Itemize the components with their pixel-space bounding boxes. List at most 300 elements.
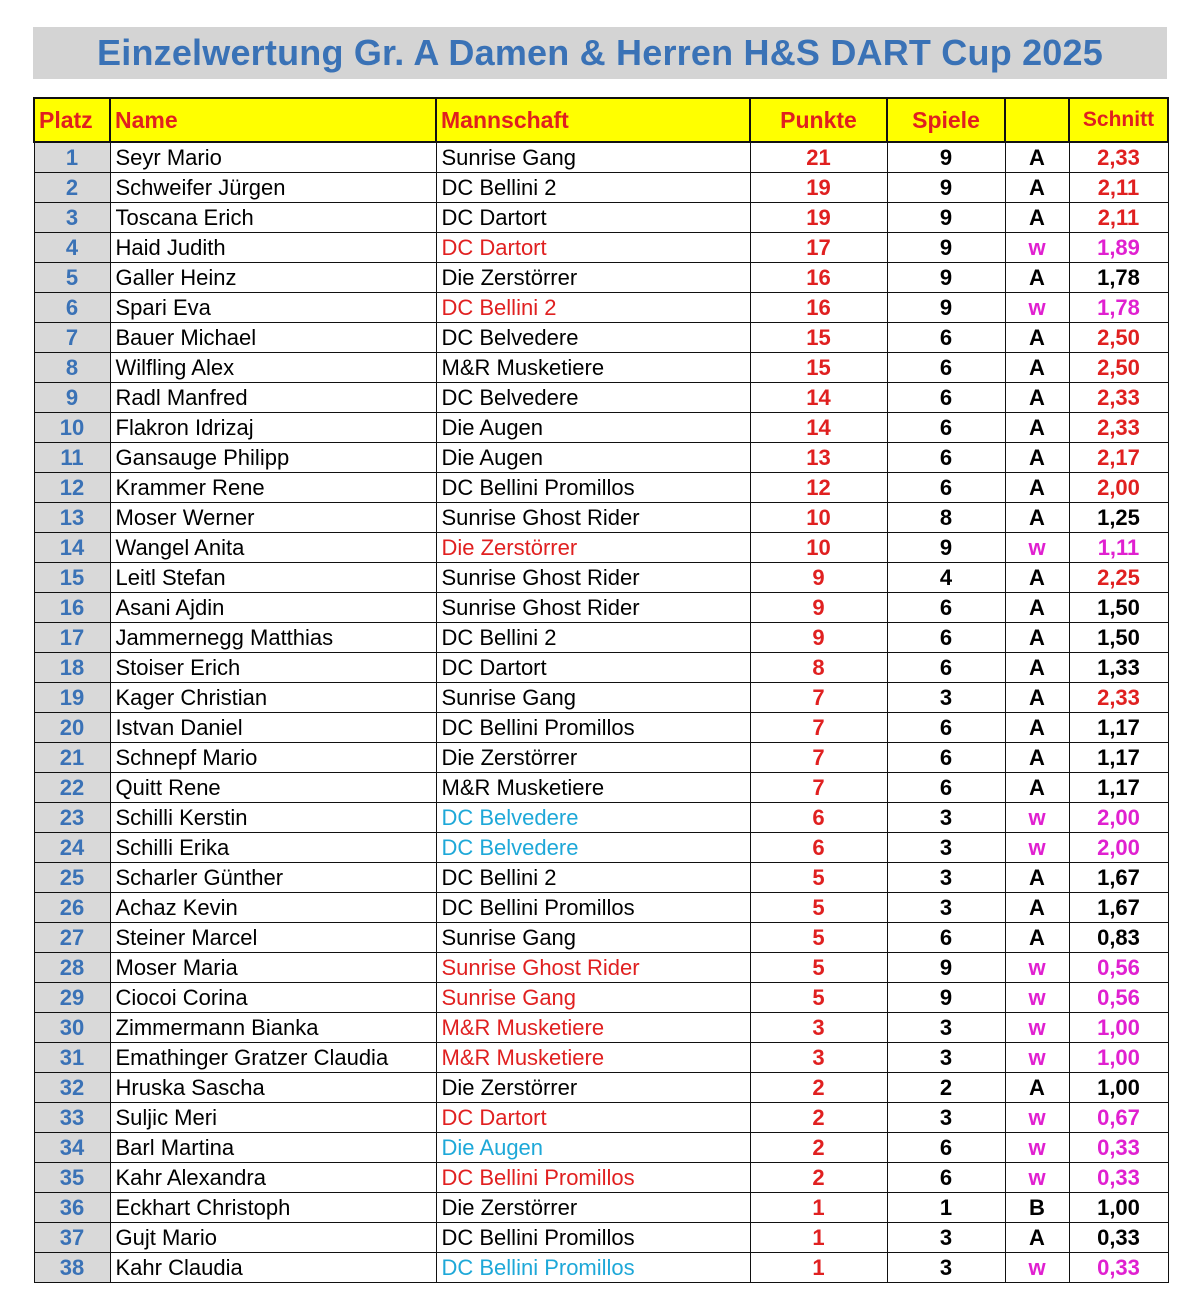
team-name: DC Dartort bbox=[436, 203, 750, 233]
games-cell: 6 bbox=[887, 413, 1005, 443]
player-name: Schweifer Jürgen bbox=[110, 173, 436, 203]
category-cell: A bbox=[1005, 593, 1069, 623]
average-cell: 1,67 bbox=[1069, 863, 1168, 893]
points-cell: 2 bbox=[750, 1163, 887, 1193]
player-name: Zimmermann Bianka bbox=[110, 1013, 436, 1043]
table-row bbox=[34, 893, 1168, 923]
average-cell: 2,33 bbox=[1069, 383, 1168, 413]
average-cell: 2,11 bbox=[1069, 203, 1168, 233]
games-cell: 9 bbox=[887, 953, 1005, 983]
table-row bbox=[34, 803, 1168, 833]
team-name: Die Zerstörrer bbox=[436, 1193, 750, 1223]
category-cell: A bbox=[1005, 773, 1069, 803]
player-name: Hruska Sascha bbox=[110, 1073, 436, 1103]
points-cell: 7 bbox=[750, 713, 887, 743]
average-cell: 0,83 bbox=[1069, 923, 1168, 953]
category-cell: A bbox=[1005, 653, 1069, 683]
points-cell: 5 bbox=[750, 953, 887, 983]
rank-cell: 1 bbox=[34, 142, 110, 173]
points-cell: 1 bbox=[750, 1223, 887, 1253]
category-cell: A bbox=[1005, 203, 1069, 233]
average-cell: 1,25 bbox=[1069, 503, 1168, 533]
games-cell: 9 bbox=[887, 293, 1005, 323]
games-cell: 6 bbox=[887, 473, 1005, 503]
rank-cell: 28 bbox=[34, 953, 110, 983]
points-cell: 10 bbox=[750, 533, 887, 563]
average-cell: 1,67 bbox=[1069, 893, 1168, 923]
category-cell: w bbox=[1005, 803, 1069, 833]
team-name: Sunrise Ghost Rider bbox=[436, 503, 750, 533]
points-cell: 6 bbox=[750, 833, 887, 863]
player-name: Seyr Mario bbox=[110, 142, 436, 173]
average-cell: 1,00 bbox=[1069, 1073, 1168, 1103]
points-cell: 1 bbox=[750, 1253, 887, 1283]
header-schnitt: Schnitt bbox=[1069, 98, 1168, 142]
points-cell: 9 bbox=[750, 623, 887, 653]
player-name: Stoiser Erich bbox=[110, 653, 436, 683]
team-name: M&R Musketiere bbox=[436, 1043, 750, 1073]
player-name: Bauer Michael bbox=[110, 323, 436, 353]
games-cell: 6 bbox=[887, 923, 1005, 953]
table-row bbox=[34, 533, 1168, 563]
category-cell: A bbox=[1005, 173, 1069, 203]
rank-cell: 25 bbox=[34, 863, 110, 893]
points-cell: 3 bbox=[750, 1043, 887, 1073]
player-name: Gansauge Philipp bbox=[110, 443, 436, 473]
category-cell: w bbox=[1005, 1253, 1069, 1283]
category-cell: w bbox=[1005, 983, 1069, 1013]
standings-table bbox=[33, 97, 1169, 1283]
table-row bbox=[34, 203, 1168, 233]
games-cell: 9 bbox=[887, 142, 1005, 173]
points-cell: 17 bbox=[750, 233, 887, 263]
average-cell: 0,33 bbox=[1069, 1163, 1168, 1193]
player-name: Achaz Kevin bbox=[110, 893, 436, 923]
table-row bbox=[34, 833, 1168, 863]
header-team: Mannschaft bbox=[436, 98, 750, 142]
rank-cell: 37 bbox=[34, 1223, 110, 1253]
team-name: DC Bellini 2 bbox=[436, 863, 750, 893]
average-cell: 1,17 bbox=[1069, 743, 1168, 773]
rank-cell: 35 bbox=[34, 1163, 110, 1193]
games-cell: 4 bbox=[887, 563, 1005, 593]
table-row bbox=[34, 293, 1168, 323]
rank-cell: 13 bbox=[34, 503, 110, 533]
category-cell: A bbox=[1005, 623, 1069, 653]
average-cell: 2,00 bbox=[1069, 473, 1168, 503]
category-cell: A bbox=[1005, 443, 1069, 473]
average-cell: 1,00 bbox=[1069, 1013, 1168, 1043]
table-row bbox=[34, 713, 1168, 743]
category-cell: w bbox=[1005, 1133, 1069, 1163]
average-cell: 2,11 bbox=[1069, 173, 1168, 203]
player-name: Kager Christian bbox=[110, 683, 436, 713]
points-cell: 5 bbox=[750, 983, 887, 1013]
category-cell: w bbox=[1005, 1103, 1069, 1133]
team-name: M&R Musketiere bbox=[436, 1013, 750, 1043]
games-cell: 6 bbox=[887, 713, 1005, 743]
player-name: Krammer Rene bbox=[110, 473, 436, 503]
games-cell: 2 bbox=[887, 1073, 1005, 1103]
points-cell: 7 bbox=[750, 743, 887, 773]
games-cell: 6 bbox=[887, 1163, 1005, 1193]
player-name: Suljic Meri bbox=[110, 1103, 436, 1133]
table-row bbox=[34, 1223, 1168, 1253]
team-name: Die Zerstörrer bbox=[436, 533, 750, 563]
category-cell: A bbox=[1005, 863, 1069, 893]
player-name: Asani Ajdin bbox=[110, 593, 436, 623]
table-row bbox=[34, 953, 1168, 983]
table-row bbox=[34, 1163, 1168, 1193]
average-cell: 0,67 bbox=[1069, 1103, 1168, 1133]
rank-cell: 17 bbox=[34, 623, 110, 653]
table-row bbox=[34, 923, 1168, 953]
rank-cell: 23 bbox=[34, 803, 110, 833]
rank-cell: 14 bbox=[34, 533, 110, 563]
points-cell: 15 bbox=[750, 323, 887, 353]
team-name: DC Belvedere bbox=[436, 833, 750, 863]
points-cell: 10 bbox=[750, 503, 887, 533]
team-name: DC Bellini Promillos bbox=[436, 1223, 750, 1253]
games-cell: 3 bbox=[887, 803, 1005, 833]
team-name: Sunrise Gang bbox=[436, 142, 750, 173]
team-name: DC Bellini Promillos bbox=[436, 893, 750, 923]
table-row bbox=[34, 263, 1168, 293]
player-name: Toscana Erich bbox=[110, 203, 436, 233]
points-cell: 2 bbox=[750, 1133, 887, 1163]
average-cell: 0,56 bbox=[1069, 983, 1168, 1013]
points-cell: 1 bbox=[750, 1193, 887, 1223]
category-cell: A bbox=[1005, 413, 1069, 443]
rank-cell: 31 bbox=[34, 1043, 110, 1073]
rank-cell: 24 bbox=[34, 833, 110, 863]
player-name: Kahr Alexandra bbox=[110, 1163, 436, 1193]
average-cell: 1,50 bbox=[1069, 593, 1168, 623]
player-name: Schnepf Mario bbox=[110, 743, 436, 773]
average-cell: 0,56 bbox=[1069, 953, 1168, 983]
points-cell: 5 bbox=[750, 893, 887, 923]
points-cell: 5 bbox=[750, 923, 887, 953]
average-cell: 1,89 bbox=[1069, 233, 1168, 263]
rank-cell: 32 bbox=[34, 1073, 110, 1103]
points-cell: 14 bbox=[750, 413, 887, 443]
table-row bbox=[34, 1013, 1168, 1043]
player-name: Moser Werner bbox=[110, 503, 436, 533]
category-cell: A bbox=[1005, 473, 1069, 503]
average-cell: 2,17 bbox=[1069, 443, 1168, 473]
header-row bbox=[34, 98, 1168, 142]
header-spiele: Spiele bbox=[887, 98, 1005, 142]
rank-cell: 7 bbox=[34, 323, 110, 353]
player-name: Leitl Stefan bbox=[110, 563, 436, 593]
category-cell: B bbox=[1005, 1193, 1069, 1223]
team-name: DC Dartort bbox=[436, 653, 750, 683]
team-name: Die Augen bbox=[436, 1133, 750, 1163]
points-cell: 12 bbox=[750, 473, 887, 503]
category-cell: A bbox=[1005, 743, 1069, 773]
player-name: Haid Judith bbox=[110, 233, 436, 263]
average-cell: 2,50 bbox=[1069, 323, 1168, 353]
average-cell: 2,25 bbox=[1069, 563, 1168, 593]
team-name: M&R Musketiere bbox=[436, 353, 750, 383]
table-row bbox=[34, 683, 1168, 713]
games-cell: 6 bbox=[887, 593, 1005, 623]
category-cell: w bbox=[1005, 1013, 1069, 1043]
rank-cell: 30 bbox=[34, 1013, 110, 1043]
category-cell: A bbox=[1005, 893, 1069, 923]
games-cell: 1 bbox=[887, 1193, 1005, 1223]
table-row bbox=[34, 443, 1168, 473]
table-row bbox=[34, 983, 1168, 1013]
table-row bbox=[34, 623, 1168, 653]
team-name: DC Dartort bbox=[436, 1103, 750, 1133]
games-cell: 6 bbox=[887, 743, 1005, 773]
player-name: Barl Martina bbox=[110, 1133, 436, 1163]
team-name: Die Augen bbox=[436, 413, 750, 443]
player-name: Eckhart Christoph bbox=[110, 1193, 436, 1223]
games-cell: 9 bbox=[887, 263, 1005, 293]
category-cell: A bbox=[1005, 563, 1069, 593]
category-cell: w bbox=[1005, 953, 1069, 983]
table-row bbox=[34, 563, 1168, 593]
points-cell: 21 bbox=[750, 142, 887, 173]
player-name: Gujt Mario bbox=[110, 1223, 436, 1253]
points-cell: 19 bbox=[750, 203, 887, 233]
games-cell: 3 bbox=[887, 1103, 1005, 1133]
games-cell: 3 bbox=[887, 863, 1005, 893]
games-cell: 9 bbox=[887, 203, 1005, 233]
points-cell: 16 bbox=[750, 293, 887, 323]
average-cell: 2,33 bbox=[1069, 683, 1168, 713]
average-cell: 1,78 bbox=[1069, 293, 1168, 323]
rank-cell: 21 bbox=[34, 743, 110, 773]
average-cell: 0,33 bbox=[1069, 1253, 1168, 1283]
rank-cell: 27 bbox=[34, 923, 110, 953]
team-name: DC Bellini 2 bbox=[436, 173, 750, 203]
team-name: Die Zerstörrer bbox=[436, 1073, 750, 1103]
rank-cell: 10 bbox=[34, 413, 110, 443]
rank-cell: 11 bbox=[34, 443, 110, 473]
team-name: Sunrise Gang bbox=[436, 683, 750, 713]
games-cell: 9 bbox=[887, 173, 1005, 203]
player-name: Wilfling Alex bbox=[110, 353, 436, 383]
average-cell: 2,50 bbox=[1069, 353, 1168, 383]
team-name: Sunrise Gang bbox=[436, 923, 750, 953]
category-cell: A bbox=[1005, 1223, 1069, 1253]
table-row bbox=[34, 1073, 1168, 1103]
table-row bbox=[34, 593, 1168, 623]
average-cell: 2,00 bbox=[1069, 833, 1168, 863]
games-cell: 3 bbox=[887, 1013, 1005, 1043]
table-row bbox=[34, 1193, 1168, 1223]
rank-cell: 36 bbox=[34, 1193, 110, 1223]
team-name: DC Bellini 2 bbox=[436, 623, 750, 653]
team-name: DC Bellini Promillos bbox=[436, 1253, 750, 1283]
table-row bbox=[34, 233, 1168, 263]
points-cell: 6 bbox=[750, 803, 887, 833]
team-name: Sunrise Ghost Rider bbox=[436, 953, 750, 983]
team-name: M&R Musketiere bbox=[436, 773, 750, 803]
rank-cell: 15 bbox=[34, 563, 110, 593]
games-cell: 3 bbox=[887, 683, 1005, 713]
player-name: Jammernegg Matthias bbox=[110, 623, 436, 653]
page-title: Einzelwertung Gr. A Damen & Herren H&S DART Cup 2025 bbox=[97, 32, 1103, 73]
games-cell: 6 bbox=[887, 653, 1005, 683]
average-cell: 2,33 bbox=[1069, 413, 1168, 443]
table-row bbox=[34, 1253, 1168, 1283]
points-cell: 9 bbox=[750, 563, 887, 593]
games-cell: 3 bbox=[887, 1253, 1005, 1283]
games-cell: 3 bbox=[887, 1043, 1005, 1073]
rank-cell: 29 bbox=[34, 983, 110, 1013]
average-cell: 1,00 bbox=[1069, 1043, 1168, 1073]
table-row bbox=[34, 773, 1168, 803]
category-cell: A bbox=[1005, 923, 1069, 953]
points-cell: 19 bbox=[750, 173, 887, 203]
header-punkte: Punkte bbox=[750, 98, 887, 142]
points-cell: 16 bbox=[750, 263, 887, 293]
player-name: Kahr Claudia bbox=[110, 1253, 436, 1283]
games-cell: 9 bbox=[887, 233, 1005, 263]
player-name: Flakron Idrizaj bbox=[110, 413, 436, 443]
category-cell: w bbox=[1005, 833, 1069, 863]
rank-cell: 12 bbox=[34, 473, 110, 503]
rank-cell: 20 bbox=[34, 713, 110, 743]
games-cell: 8 bbox=[887, 503, 1005, 533]
rank-cell: 16 bbox=[34, 593, 110, 623]
games-cell: 6 bbox=[887, 353, 1005, 383]
games-cell: 3 bbox=[887, 893, 1005, 923]
table-row bbox=[34, 142, 1168, 173]
rank-cell: 8 bbox=[34, 353, 110, 383]
points-cell: 8 bbox=[750, 653, 887, 683]
header-category bbox=[1005, 98, 1069, 142]
category-cell: A bbox=[1005, 713, 1069, 743]
rank-cell: 3 bbox=[34, 203, 110, 233]
team-name: DC Dartort bbox=[436, 233, 750, 263]
average-cell: 1,33 bbox=[1069, 653, 1168, 683]
points-cell: 7 bbox=[750, 683, 887, 713]
games-cell: 6 bbox=[887, 773, 1005, 803]
title-bar bbox=[33, 27, 1167, 79]
average-cell: 1,17 bbox=[1069, 773, 1168, 803]
points-cell: 7 bbox=[750, 773, 887, 803]
player-name: Scharler Günther bbox=[110, 863, 436, 893]
games-cell: 6 bbox=[887, 383, 1005, 413]
header-name: Name bbox=[110, 98, 436, 142]
category-cell: w bbox=[1005, 1163, 1069, 1193]
average-cell: 1,50 bbox=[1069, 623, 1168, 653]
games-cell: 3 bbox=[887, 833, 1005, 863]
player-name: Schilli Kerstin bbox=[110, 803, 436, 833]
rank-cell: 4 bbox=[34, 233, 110, 263]
player-name: Steiner Marcel bbox=[110, 923, 436, 953]
team-name: DC Bellini Promillos bbox=[436, 1163, 750, 1193]
average-cell: 1,17 bbox=[1069, 713, 1168, 743]
games-cell: 6 bbox=[887, 623, 1005, 653]
average-cell: 0,33 bbox=[1069, 1133, 1168, 1163]
category-cell: w bbox=[1005, 1043, 1069, 1073]
category-cell: w bbox=[1005, 533, 1069, 563]
average-cell: 1,00 bbox=[1069, 1193, 1168, 1223]
rank-cell: 33 bbox=[34, 1103, 110, 1133]
average-cell: 1,11 bbox=[1069, 533, 1168, 563]
table-row bbox=[34, 353, 1168, 383]
player-name: Ciocoi Corina bbox=[110, 983, 436, 1013]
team-name: Sunrise Ghost Rider bbox=[436, 593, 750, 623]
points-cell: 2 bbox=[750, 1103, 887, 1133]
category-cell: A bbox=[1005, 323, 1069, 353]
table-row bbox=[34, 1103, 1168, 1133]
rank-cell: 6 bbox=[34, 293, 110, 323]
player-name: Galler Heinz bbox=[110, 263, 436, 293]
category-cell: w bbox=[1005, 293, 1069, 323]
points-cell: 13 bbox=[750, 443, 887, 473]
rank-cell: 19 bbox=[34, 683, 110, 713]
games-cell: 3 bbox=[887, 1223, 1005, 1253]
points-cell: 14 bbox=[750, 383, 887, 413]
team-name: DC Bellini Promillos bbox=[436, 713, 750, 743]
team-name: DC Bellini Promillos bbox=[436, 473, 750, 503]
rank-cell: 5 bbox=[34, 263, 110, 293]
points-cell: 9 bbox=[750, 593, 887, 623]
rank-cell: 38 bbox=[34, 1253, 110, 1283]
category-cell: A bbox=[1005, 1073, 1069, 1103]
average-cell: 0,33 bbox=[1069, 1223, 1168, 1253]
table-row bbox=[34, 1043, 1168, 1073]
games-cell: 9 bbox=[887, 983, 1005, 1013]
games-cell: 9 bbox=[887, 533, 1005, 563]
table-row bbox=[34, 1133, 1168, 1163]
team-name: Die Zerstörrer bbox=[436, 263, 750, 293]
player-name: Radl Manfred bbox=[110, 383, 436, 413]
team-name: Die Augen bbox=[436, 443, 750, 473]
rank-cell: 9 bbox=[34, 383, 110, 413]
rank-cell: 26 bbox=[34, 893, 110, 923]
average-cell: 1,78 bbox=[1069, 263, 1168, 293]
team-name: Sunrise Ghost Rider bbox=[436, 563, 750, 593]
points-cell: 15 bbox=[750, 353, 887, 383]
player-name: Quitt Rene bbox=[110, 773, 436, 803]
points-cell: 5 bbox=[750, 863, 887, 893]
team-name: Sunrise Gang bbox=[436, 983, 750, 1013]
category-cell: w bbox=[1005, 233, 1069, 263]
team-name: DC Belvedere bbox=[436, 803, 750, 833]
points-cell: 3 bbox=[750, 1013, 887, 1043]
table-row bbox=[34, 173, 1168, 203]
player-name: Spari Eva bbox=[110, 293, 436, 323]
rank-cell: 34 bbox=[34, 1133, 110, 1163]
games-cell: 6 bbox=[887, 443, 1005, 473]
rank-cell: 18 bbox=[34, 653, 110, 683]
player-name: Wangel Anita bbox=[110, 533, 436, 563]
average-cell: 2,00 bbox=[1069, 803, 1168, 833]
team-name: DC Bellini 2 bbox=[436, 293, 750, 323]
category-cell: A bbox=[1005, 683, 1069, 713]
average-cell: 2,33 bbox=[1069, 142, 1168, 173]
team-name: Die Zerstörrer bbox=[436, 743, 750, 773]
header-platz: Platz bbox=[34, 98, 110, 142]
table-row bbox=[34, 383, 1168, 413]
team-name: DC Belvedere bbox=[436, 383, 750, 413]
category-cell: A bbox=[1005, 353, 1069, 383]
player-name: Emathinger Gratzer Claudia bbox=[110, 1043, 436, 1073]
table-row bbox=[34, 503, 1168, 533]
table-body bbox=[34, 142, 1168, 1283]
rank-cell: 2 bbox=[34, 173, 110, 203]
player-name: Moser Maria bbox=[110, 953, 436, 983]
category-cell: A bbox=[1005, 142, 1069, 173]
